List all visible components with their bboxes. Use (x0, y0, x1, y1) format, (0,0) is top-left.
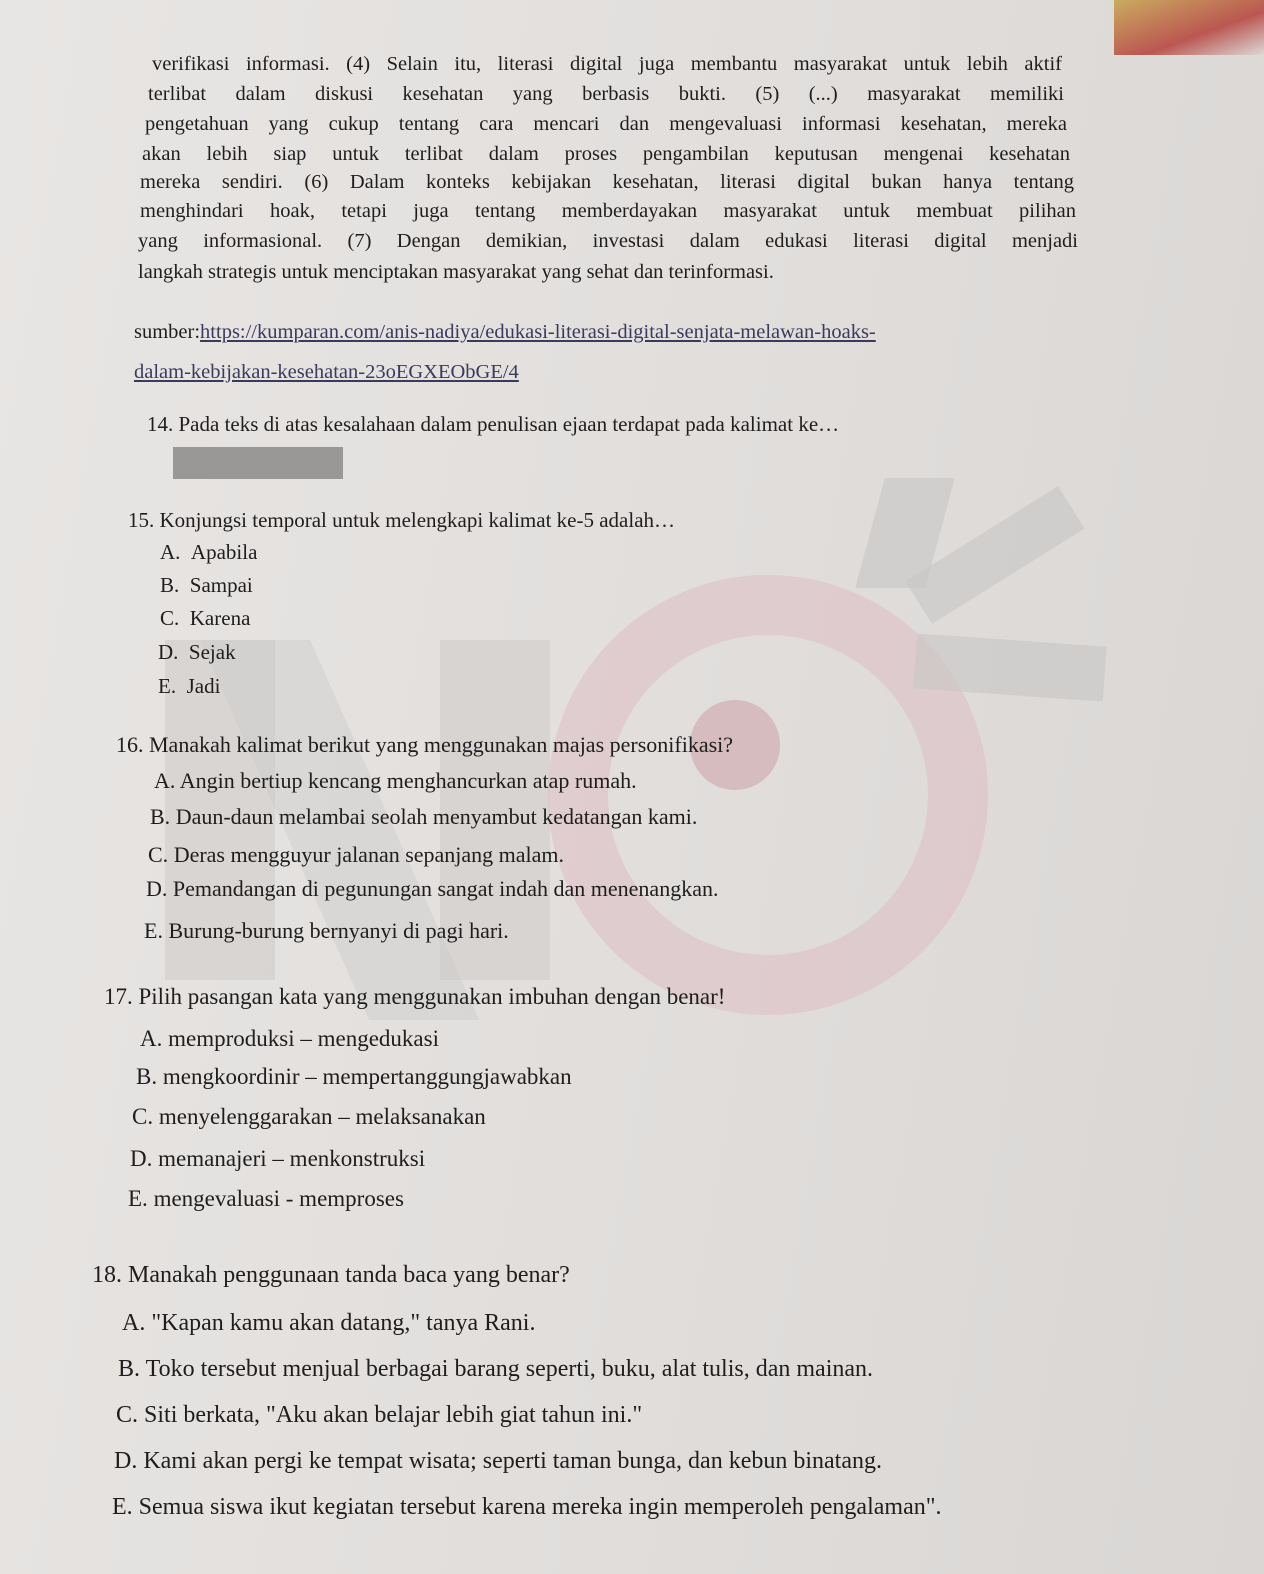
option-letter: E. (144, 918, 163, 943)
option-16-c[interactable] (148, 842, 564, 868)
option-text: Toko tersebut menjual berbagai barang seperti, buku, alat tulis, dan mainan. (145, 1356, 874, 1382)
option-text: Jadi (186, 674, 221, 698)
question-text: Manakah kalimat berikut yang menggunakan majas personifikasi? (149, 732, 734, 757)
option-17-d[interactable] (130, 1146, 425, 1172)
option-text: memproduksi – mengedukasi (168, 1026, 439, 1051)
passage-line: pengetahuan yang cukup tentang cara mencari dan mengevaluasi informasi kesehatan, mereka (145, 113, 1067, 135)
option-18-d[interactable] (114, 1448, 882, 1475)
option-letter: D. (158, 640, 179, 664)
source-label: sumber: (134, 321, 201, 343)
option-15-a[interactable] (160, 540, 257, 565)
option-18-c[interactable] (116, 1402, 642, 1429)
option-letter: E. (112, 1494, 133, 1520)
question-17 (104, 984, 725, 1010)
option-text: Pemandangan di pegunungan sangat indah dan menenangkan. (172, 876, 719, 901)
option-15-c[interactable] (160, 606, 250, 631)
corner-decoration (1114, 0, 1264, 55)
option-letter: E. (128, 1186, 148, 1211)
option-letter: D. (114, 1448, 138, 1474)
option-letter: B. (150, 804, 171, 829)
option-text: Kami akan pergi ke tempat wisata; seperti taman bunga, dan kebun binatang. (143, 1448, 882, 1474)
question-14 (147, 412, 839, 437)
question-18 (92, 1262, 570, 1289)
option-letter: D. (130, 1146, 153, 1171)
passage-line: menghindari hoak, tetapi juga tentang memberdayakan masyarakat untuk membuat pilihan (140, 200, 1076, 222)
question-number: 15. (128, 508, 155, 532)
source-link[interactable]: https://kumparan.com/anis-nadiya/edukasi-literasi-digital-senjata-melawan-hoaks- (200, 321, 876, 343)
option-16-d[interactable] (146, 876, 718, 902)
question-number: 18. (92, 1262, 122, 1288)
option-letter: A. (160, 540, 181, 564)
option-text: mengevaluasi - memproses (153, 1186, 404, 1211)
option-letter: C. (132, 1104, 154, 1129)
option-letter: E. (158, 674, 177, 698)
option-text: Deras mengguyur jalanan sepanjang malam. (173, 842, 565, 867)
question-16 (116, 732, 733, 758)
question-text: Manakah penggunaan tanda baca yang benar? (128, 1262, 570, 1288)
option-16-e[interactable] (144, 918, 509, 944)
option-letter: B. (118, 1356, 141, 1382)
question-number: 14. (147, 412, 174, 436)
question-text: Pada teks di atas kesalahaan dalam penulisan ejaan terdapat pada kalimat ke… (178, 412, 840, 436)
option-letter: D. (146, 876, 168, 901)
passage-line: terlibat dalam diskusi kesehatan yang berbasis bukti. (5) (...) masyarakat memiliki (148, 83, 1064, 105)
source-link-continued[interactable]: dalam-kebijakan-kesehatan-23oEGXEObGE/4 (134, 361, 519, 383)
option-text: Sejak (188, 640, 236, 664)
option-text: memanajeri – menkonstruksi (158, 1146, 426, 1171)
option-text: Burung-burung bernyanyi di pagi hari. (168, 918, 509, 943)
option-letter: C. (160, 606, 180, 630)
option-18-e[interactable] (112, 1494, 942, 1521)
option-letter: A. (154, 768, 176, 793)
redacted-answer-box (173, 447, 343, 479)
option-text: Siti berkata, "Aku akan belajar lebih giat tahun ini." (144, 1402, 643, 1428)
option-letter: B. (136, 1064, 158, 1089)
option-16-b[interactable] (150, 804, 697, 830)
option-text: Apabila (190, 540, 258, 564)
option-text: Angin bertiup kencang menghancurkan atap rumah. (179, 768, 637, 793)
question-15 (128, 508, 675, 533)
option-18-a[interactable] (122, 1310, 535, 1337)
passage-line: akan lebih siap untuk terlibat dalam proses pengambilan keputusan mengenai kesehatan (142, 143, 1070, 165)
option-text: "Kapan kamu akan datang," tanya Rani. (151, 1310, 536, 1336)
option-letter: B. (160, 573, 180, 597)
option-15-b[interactable] (160, 573, 253, 598)
option-text: menyelenggarakan – melaksanakan (158, 1104, 486, 1129)
option-letter: C. (116, 1402, 139, 1428)
option-17-c[interactable] (132, 1104, 486, 1130)
question-text: Pilih pasangan kata yang menggunakan imbuhan dengan benar! (138, 984, 726, 1009)
option-15-e[interactable] (158, 674, 220, 699)
question-number: 16. (116, 732, 144, 757)
option-text: Daun-daun melambai seolah menyambut kedatangan kami. (175, 804, 698, 829)
passage-line: langkah strategis untuk menciptakan masyarakat yang sehat dan terinformasi. (138, 261, 774, 283)
option-text: mengkoordinir – mempertanggungjawabkan (162, 1064, 572, 1089)
question-text: Konjungsi temporal untuk melengkapi kalimat ke-5 adalah… (159, 508, 676, 532)
option-text: Semua siswa ikut kegiatan tersebut karena mereka ingin memperoleh pengalaman". (138, 1494, 942, 1520)
option-letter: A. (140, 1026, 163, 1051)
passage-line: mereka sendiri. (6) Dalam konteks kebijakan kesehatan, literasi digital bukan hanya tentang (140, 171, 1074, 193)
source-line (134, 358, 519, 386)
option-text: Sampai (189, 573, 253, 597)
option-17-a[interactable] (140, 1026, 439, 1052)
source-line (134, 318, 876, 346)
option-18-b[interactable] (118, 1356, 873, 1383)
option-17-e[interactable] (128, 1186, 404, 1212)
question-number: 17. (104, 984, 133, 1009)
option-text: Karena (189, 606, 251, 630)
option-16-a[interactable] (154, 768, 637, 794)
option-17-b[interactable] (136, 1064, 572, 1090)
option-letter: A. (122, 1310, 146, 1336)
option-letter: C. (148, 842, 169, 867)
passage-line: verifikasi informasi. (4) Selain itu, literasi digital juga membantu masyarakat untuk lebih aktif (152, 53, 1062, 75)
option-15-d[interactable] (158, 640, 236, 665)
passage-line: yang informasional. (7) Dengan demikian, investasi dalam edukasi literasi digital menjadi (138, 230, 1078, 252)
